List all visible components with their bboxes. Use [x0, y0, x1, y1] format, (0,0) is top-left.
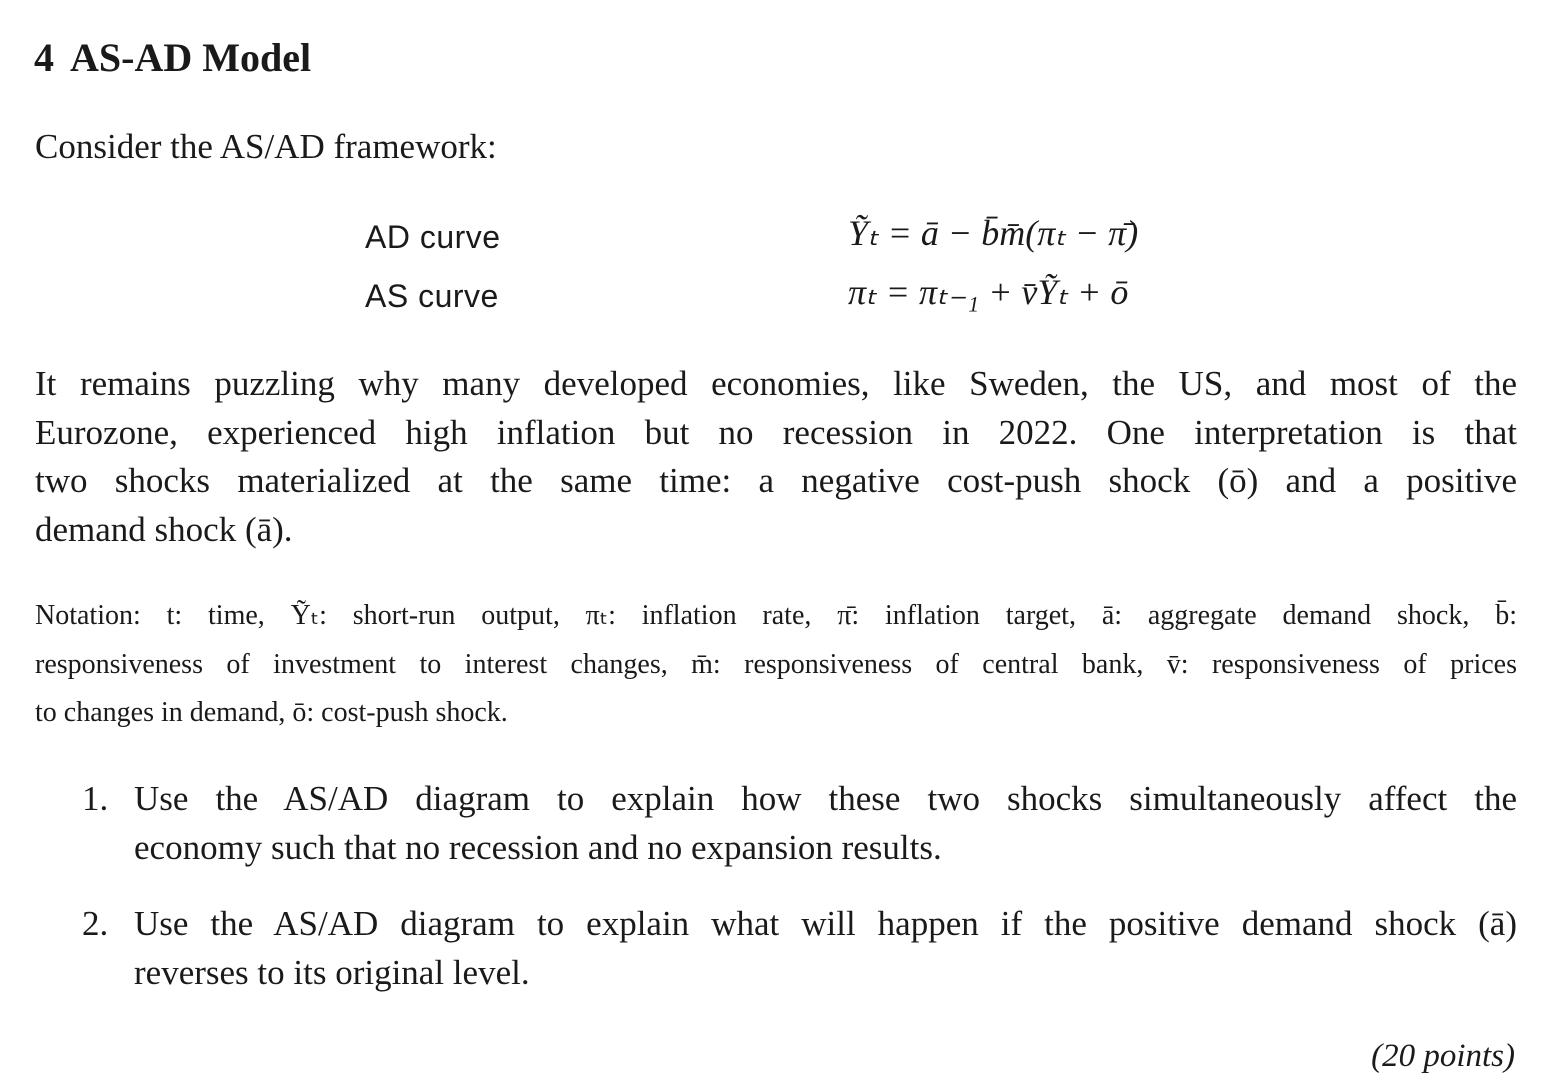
equation-row-as — [0, 271, 1556, 321]
equation-label-ad: AD curve — [365, 219, 501, 255]
question-body — [134, 900, 1517, 997]
question-number: 2. — [82, 904, 109, 943]
section-number: 4 — [34, 35, 54, 80]
question-line: Use the AS/AD diagram to explain what will happen if the positive demand shock (ā) — [134, 904, 1517, 943]
points-label: (20 points) — [1371, 1038, 1515, 1074]
notation-block — [35, 592, 1517, 738]
paragraph-line: It remains puzzling why many developed economies, like Sweden, the US, and most of the — [35, 364, 1517, 403]
equation-label-as: AS curve — [365, 278, 499, 314]
intro-text: Consider the AS/AD framework: — [35, 127, 497, 166]
section-heading — [34, 34, 311, 81]
notation-line: to changes in demand, ō: cost-push shock. — [35, 697, 508, 728]
question-line: Use the AS/AD diagram to explain how these two shocks simultaneously affect the — [134, 779, 1517, 818]
equation-row-ad — [0, 212, 1556, 262]
equation-formula-ad: Ỹₜ = ā − b̄m̄(πₜ − π̄) — [848, 213, 1139, 253]
equation-formula-as: πₜ = πₜ₋₁ + v̄Ỹₜ + ō — [848, 272, 1129, 312]
section-title: AS-AD Model — [70, 35, 312, 80]
paragraph-line: Eurozone, experienced high inflation but no recession in 2022. One interpretation is that — [35, 412, 1517, 452]
question-line: economy such that no recession and no expansion results. — [134, 827, 942, 867]
question-number: 1. — [82, 779, 109, 818]
notation-line: responsiveness of investment to interest changes, m̄: responsiveness of central bank, v̄: responsiveness of prices — [35, 648, 1517, 680]
paragraph-line: demand shock (ā). — [35, 509, 293, 549]
context-paragraph — [35, 360, 1517, 554]
paragraph-line: two shocks materialized at the same time: a negative cost-push shock (ō) and a positive — [35, 461, 1517, 500]
question-line: reverses to its original level. — [134, 952, 530, 992]
notation-line: Notation: t: time, Ỹₜ: short-run output, πₜ: inflation rate, π̄: inflation target, ā: aggregate demand shock, b̄: — [35, 600, 1517, 631]
question-body — [134, 775, 1517, 872]
